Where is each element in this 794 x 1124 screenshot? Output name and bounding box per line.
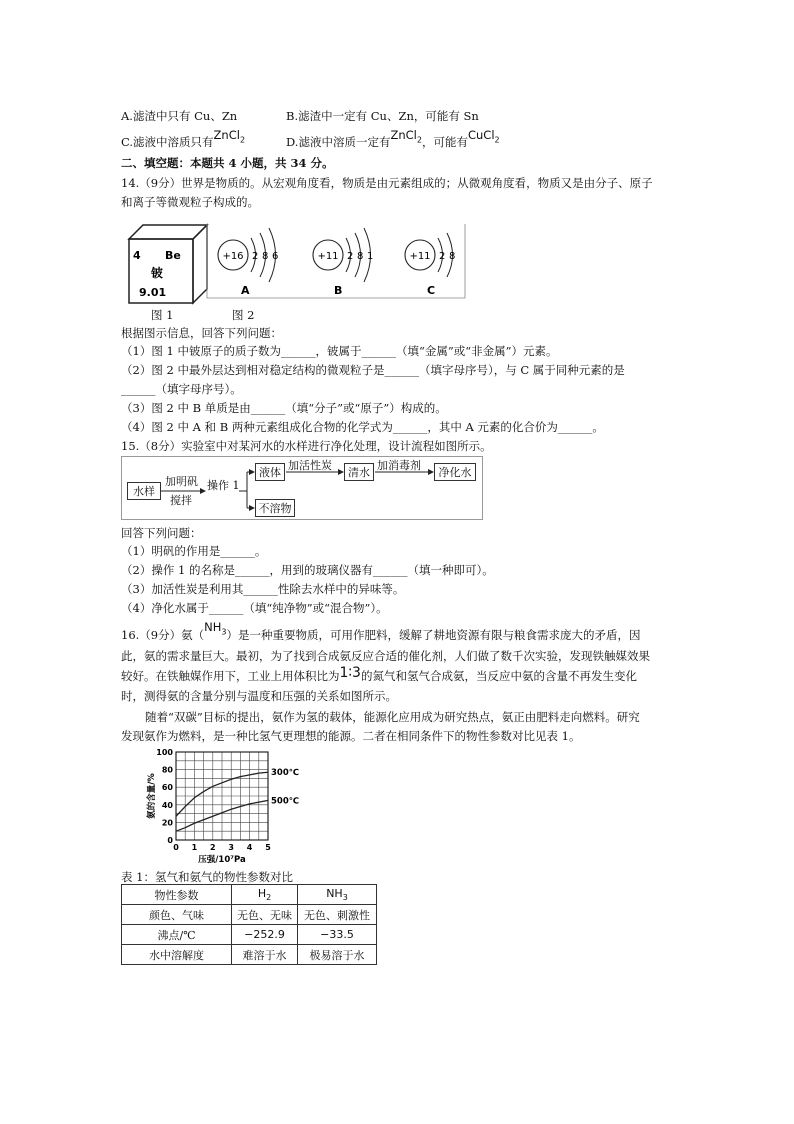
option-d-mid: ，可能有 [421, 135, 468, 149]
atom-a-shell-2: 8 [262, 251, 269, 262]
x-tick-label: 0 [173, 843, 179, 852]
nh3-header-text: NH [326, 886, 343, 900]
q14-sub3: （3）图 2 中 B 单质是由______（填“分子”或“原子”）构成的。 [121, 401, 447, 415]
q14-sub1: （1）图 1 中铍原子的质子数为______，铍属于______（填“金属”或“非金属”）元素。 [121, 344, 558, 358]
table-cell: 水中溶解度 [122, 945, 232, 965]
x-tick-label: 1 [191, 843, 198, 852]
q14-intro: 根据图示信息，回答下列问题： [121, 326, 282, 340]
ammonia-content-chart [140, 744, 310, 868]
y-tick-label: 0 [167, 836, 173, 845]
flow-alum-label: 加明矾 [165, 475, 198, 488]
x-tick-label: 3 [228, 843, 234, 852]
q14-stem-line1: 14.（9分）世界是物质的。从宏观角度看，物质是由元素组成的；从微观角度看，物质又是由分子、原子 [121, 176, 653, 190]
q16-line3 [121, 665, 637, 684]
zncl-text-d: ZnCl [390, 128, 417, 142]
y-tick-label: 40 [161, 800, 173, 810]
table-cell: 极易溶于水 [298, 945, 377, 965]
table-cell: 无色、刺激性 [298, 905, 377, 925]
q16-line1-b: ）是一种重要物质，可用作肥料，缓解了耕地资源有限与粮食需求庞大的矛盾，因 [226, 628, 641, 642]
table-cell: −33.5 [298, 925, 377, 945]
q16-ratio: 1∶3 [339, 665, 361, 681]
atomic-structure-figure [205, 222, 467, 302]
cucl-sub: 2 [494, 135, 500, 145]
x-tick-label: 5 [265, 843, 271, 852]
q14-sub2-line2: ______（填字母序号）。 [121, 382, 242, 396]
table-cell: 沸点/℃ [122, 925, 232, 945]
q15-sub4: （4）净化水属于______（填“纯净物”或“混合物”）。 [121, 601, 388, 615]
option-c-text: C.滤液中溶质只有 [121, 135, 214, 149]
cucl-text: CuCl [467, 128, 495, 142]
table-caption: 表 1：氢气和氨气的物性参数对比 [121, 870, 293, 884]
atom-a [218, 228, 278, 297]
flow-insoluble-box: 不溶物 [255, 499, 295, 517]
flow-clear-water-box: 清水 [344, 463, 374, 481]
atom-b-nucleus: +11 [317, 251, 339, 262]
q14-stem-line2: 和离子等微观粒子构成的。 [121, 195, 259, 209]
y-tick-label: 20 [161, 818, 173, 828]
q16-line2: 此，氨的需求量巨大。最初，为了找到合成氨反应合适的催化剂，人们做了数千次实验，发现铁触媒效果 [121, 649, 650, 663]
q16-line4: 时，测得氨的含量分别与温度和压强的关系如图所示。 [121, 689, 397, 703]
q16-nh3-formula [204, 620, 227, 637]
atom-c-nucleus: +11 [409, 251, 431, 262]
atom-b-shell-2: 8 [357, 251, 364, 262]
flow-carbon-label: 加活性炭 [288, 459, 332, 472]
option-c [121, 128, 246, 151]
flow-stir-label: 搅拌 [170, 494, 192, 507]
option-d-formula2 [467, 128, 500, 145]
flow-sample-box: 水样 [127, 482, 161, 500]
option-c-formula [213, 128, 246, 145]
atom-c-label: C [427, 284, 436, 297]
q16-line5: 随着“双碳”目标的提出，氨作为氢的载体，能源化应用成为研究热点，氨正由肥料走向燃料。研究 [145, 710, 640, 724]
y-axis-label: 氨的含量/% [147, 773, 157, 819]
option-d-formula1 [390, 128, 422, 145]
q15-sub3: （3）加活性炭是利用其______性除去水样中的异味等。 [121, 582, 405, 596]
header-nh3 [298, 885, 377, 905]
atom-c-shell-2: 8 [449, 251, 456, 262]
table-cell: 颜色、气味 [122, 905, 232, 925]
fig2-caption: 图 2 [232, 308, 255, 322]
table-cell: 无色、无味 [232, 905, 298, 925]
nh3-sub: 3 [221, 627, 227, 637]
q15-intro: 回答下列问题： [121, 526, 202, 540]
element-number: 4 [133, 249, 141, 262]
series-label: 500℃ [271, 796, 300, 807]
table-row [122, 945, 377, 965]
zncl-sub-d: 2 [416, 135, 422, 145]
series-label: 300℃ [271, 768, 300, 779]
option-a: A.滤渣中只有 Cu、Zn [121, 109, 238, 123]
atom-b [313, 228, 373, 297]
option-d-text: D.滤液中溶质一定有 [286, 135, 391, 149]
atom-b-shell-1: 2 [347, 251, 354, 262]
nh3-text: NH [204, 620, 222, 634]
x-axis-label: 压强/10⁷Pa [198, 855, 246, 865]
header-param: 物性参数 [122, 885, 232, 905]
section-title: 二、填空题：本题共 4 小题，共 34 分。 [121, 156, 334, 170]
table-cell: 难溶于水 [232, 945, 298, 965]
flow-liquid-box: 液体 [255, 463, 285, 481]
element-cell-figure [121, 217, 211, 305]
atom-a-nucleus: +16 [222, 251, 244, 262]
q15-sub1: （1）明矾的作用是______。 [121, 544, 267, 558]
atom-c [405, 233, 455, 297]
h2-sub: 2 [266, 893, 272, 903]
option-d [286, 128, 500, 151]
atom-a-shell-1: 2 [252, 251, 259, 262]
atom-b-label: B [334, 284, 343, 297]
y-tick-label: 80 [161, 765, 173, 775]
q16-line3-b: 的氮气和氢气合成氨，当反应中氨的含量不再发生变化 [360, 669, 637, 683]
header-h2 [232, 885, 298, 905]
y-tick-label: 60 [161, 783, 173, 793]
q16-line1 [121, 620, 641, 644]
flow-disinfect-label: 加消毒剂 [377, 459, 421, 472]
y-tick-label: 100 [156, 748, 173, 757]
flow-arrows [121, 456, 483, 520]
h2-text: H [257, 886, 267, 900]
q14-sub2-line1: （2）图 2 中最外层达到相对稳定结构的微观粒子是______（填字母序号），与 C 属于同种元素的是 [121, 363, 625, 377]
element-name: 铍 [151, 266, 164, 280]
zncl-text: ZnCl [213, 128, 240, 142]
zncl-sub: 2 [239, 135, 246, 145]
atom-a-shell-3: 6 [272, 251, 279, 262]
q16-line6: 发现氨作为燃料，是一种比氢气更理想的能源。二者在相同条件下的物性参数对比见表 1。 [121, 729, 581, 743]
nh3-header-sub: 3 [342, 893, 348, 903]
option-b: B.滤渣中一定有 Cu、Zn，可能有 Sn [286, 109, 479, 123]
atom-c-shell-1: 2 [439, 251, 446, 262]
table-cell: −252.9 [232, 925, 298, 945]
table-header-row [122, 885, 377, 905]
x-tick-label: 2 [210, 843, 216, 852]
properties-table [121, 884, 377, 965]
q14-sub4: （4）图 2 中 A 和 B 两种元素组成化合物的化学式为______，其中 A 元素的化合价为______。 [121, 420, 604, 434]
q16-line1-a: 16.（9分）氨（ [121, 628, 205, 642]
q16-line3-a: 较好。在铁触媒作用下，工业上用体积比为 [121, 669, 340, 683]
atom-b-shell-3: 1 [367, 251, 374, 262]
element-symbol: Be [165, 249, 181, 262]
q15-sub2: （2）操作 1 的名称是______，用到的玻璃仪器有______（填一种即可）。 [121, 563, 494, 577]
x-tick-label: 4 [246, 843, 253, 852]
table-row [122, 925, 377, 945]
fig1-caption: 图 1 [151, 308, 174, 322]
table-row [122, 905, 377, 925]
atom-a-label: A [241, 284, 250, 297]
flow-purified-box: 净化水 [434, 463, 476, 481]
q15-stem: 15.（8分）实验室中对某河水的水样进行净化处理，设计流程如图所示。 [121, 439, 492, 453]
flow-op1-label: 操作 1 [207, 479, 240, 492]
element-mass: 9.01 [139, 286, 167, 299]
